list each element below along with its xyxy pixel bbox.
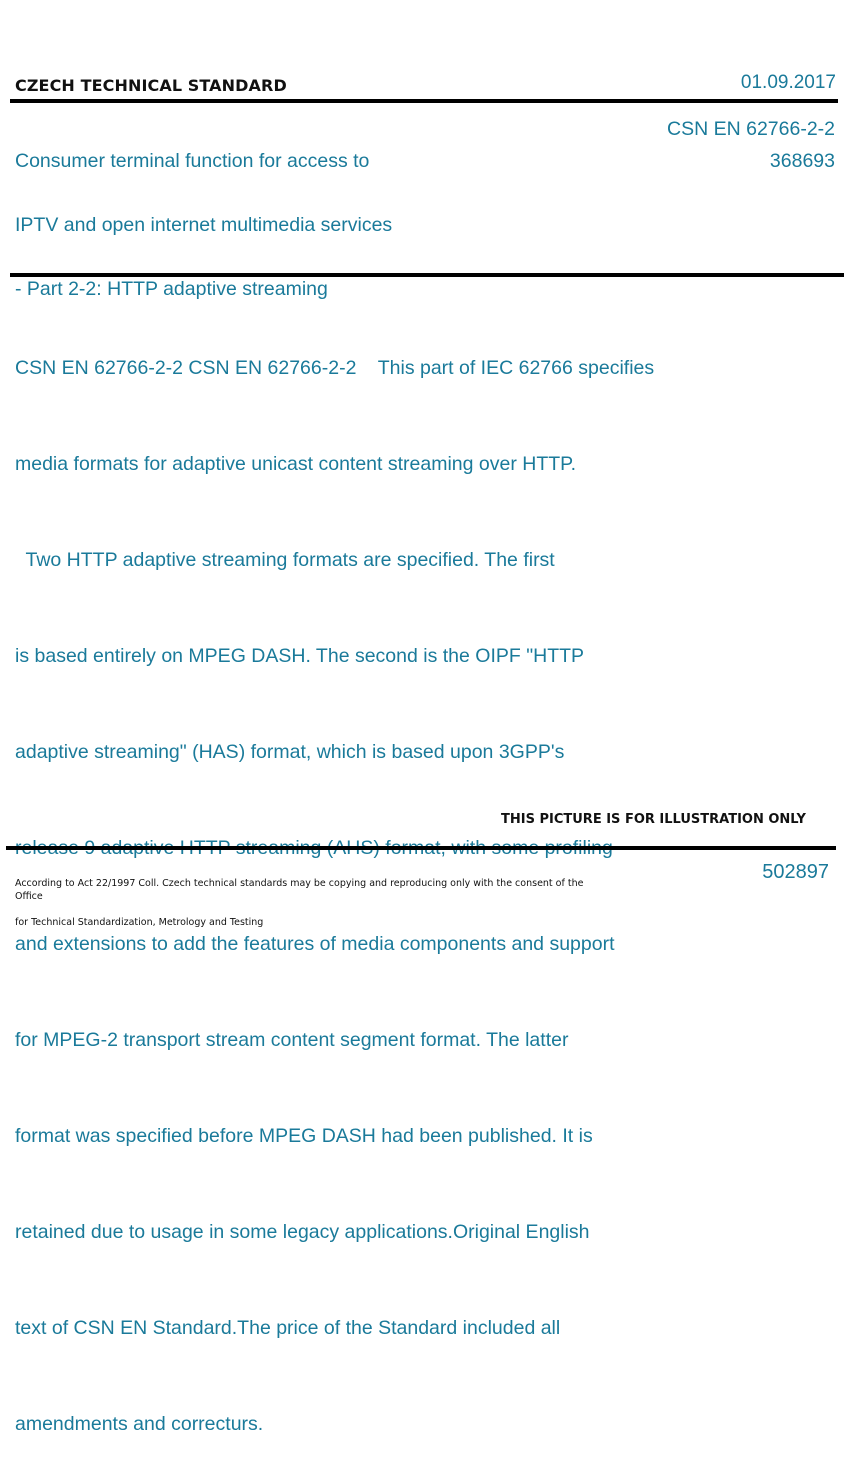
standard-title-line: IPTV and open internet multimedia services xyxy=(15,214,393,236)
top-divider xyxy=(10,99,838,103)
abstract-line: Two HTTP adaptive streaming formats are specified. The first xyxy=(15,549,555,571)
illustration-disclaimer: THIS PICTURE IS FOR ILLUSTRATION ONLY xyxy=(501,812,806,827)
abstract-line: retained due to usage in some legacy applications.Original English xyxy=(15,1221,590,1243)
abstract-line: is based entirely on MPEG DASH. The second is the OIPF "HTTP xyxy=(15,645,585,667)
abstract-line: CSN EN 62766-2-2 CSN EN 62766-2-2 This part of IEC 62766 specifies xyxy=(15,357,655,379)
standard-title-line: - Part 2-2: HTTP adaptive streaming xyxy=(15,278,328,300)
catalog-number: 368693 xyxy=(769,150,835,172)
publication-date: 01.09.2017 xyxy=(740,72,836,93)
standard-code: CSN EN 62766-2-2 xyxy=(667,118,835,140)
middle-divider xyxy=(10,273,844,277)
legal-notice-line: According to Act 22/1997 Coll. Czech technical standards may be copying and reproducing only with the consent of the Office xyxy=(15,878,584,902)
document-header-title: CZECH TECHNICAL STANDARD xyxy=(15,76,287,95)
standard-identifiers xyxy=(667,113,835,177)
abstract-line: and extensions to add the features of media components and support xyxy=(15,933,615,955)
abstract-line: for MPEG-2 transport stream content segment format. The latter xyxy=(15,1029,569,1051)
abstract-line: adaptive streaming" (HAS) format, which is based upon 3GPP's xyxy=(15,741,565,763)
document-number: 502897 xyxy=(762,861,829,883)
bottom-divider xyxy=(6,846,836,850)
legal-notice xyxy=(15,864,595,942)
abstract-line: media formats for adaptive unicast content streaming over HTTP. xyxy=(15,453,577,475)
legal-notice-line: for Technical Standardization, Metrology and Testing xyxy=(15,917,264,928)
abstract-line: format was specified before MPEG DASH had been published. It is xyxy=(15,1125,593,1147)
abstract-line: text of CSN EN Standard.The price of the Standard included all xyxy=(15,1317,561,1339)
abstract-line: amendments and correcturs. xyxy=(15,1413,264,1435)
standard-title-line: Consumer terminal function for access to xyxy=(15,150,370,172)
